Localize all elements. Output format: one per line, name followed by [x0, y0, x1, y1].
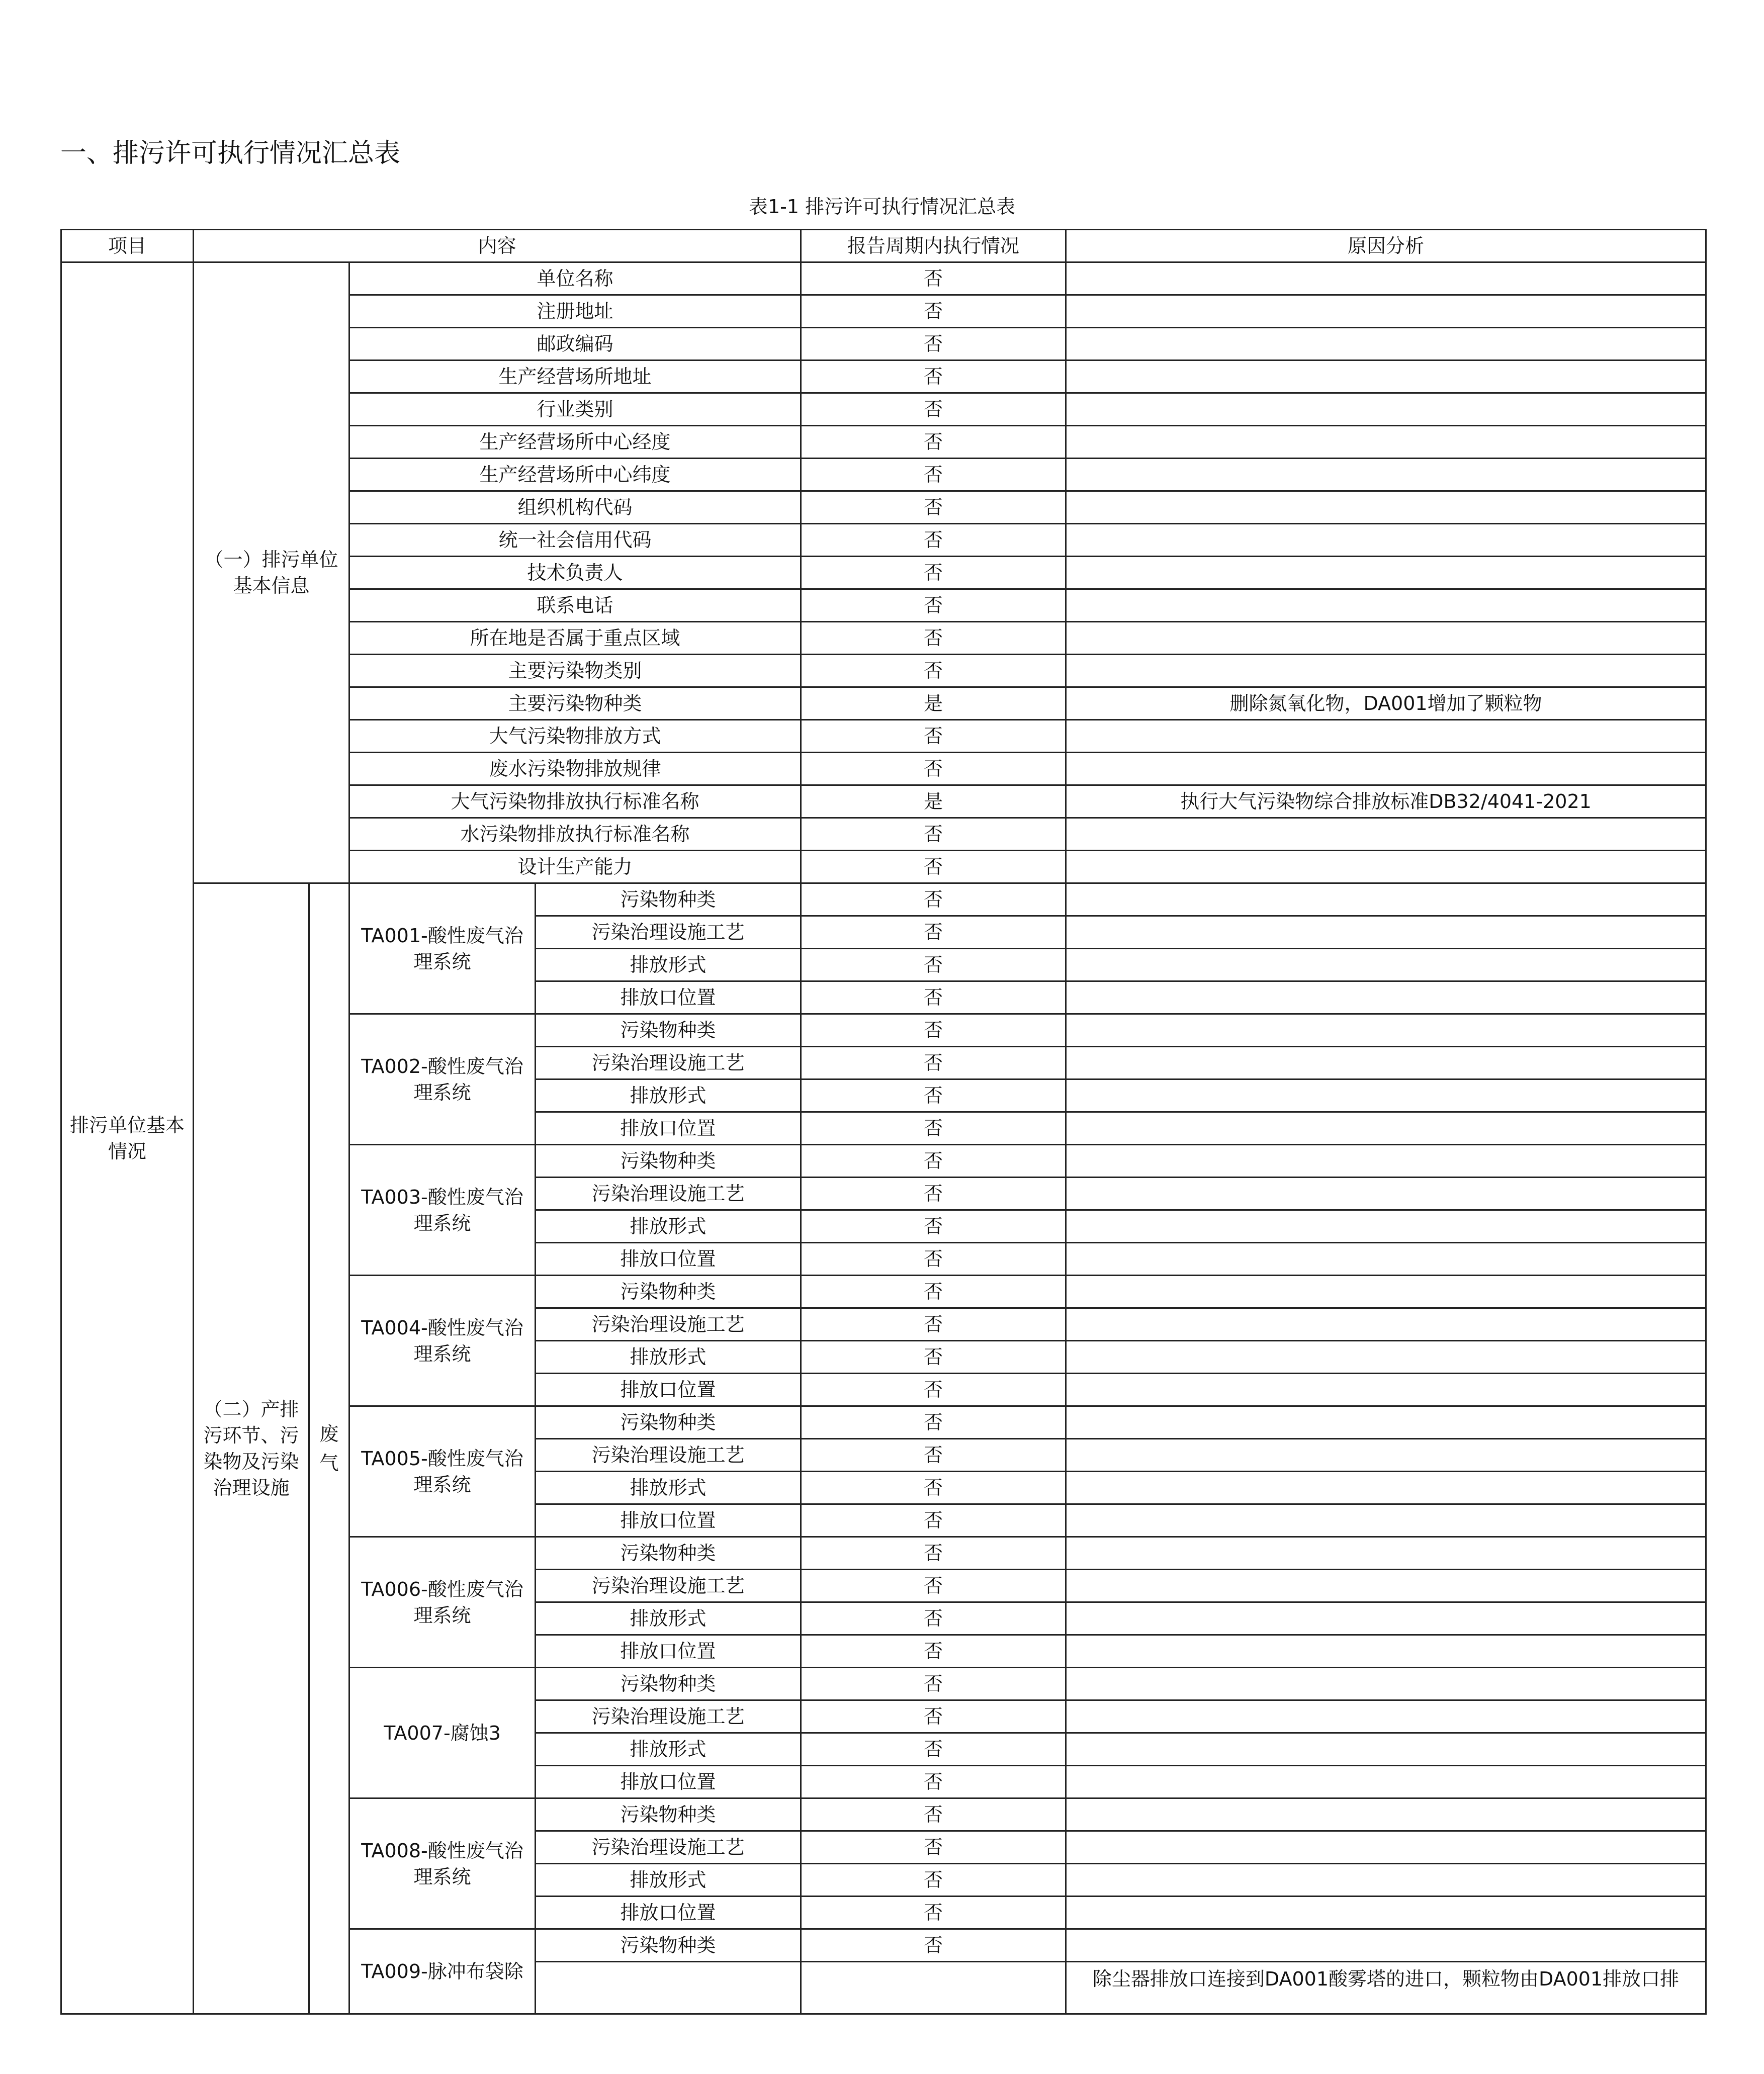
content-item: 行业类别 [349, 393, 801, 426]
content-item: 排放口位置 [536, 1112, 801, 1145]
reason-cell [1066, 1276, 1706, 1308]
content-item: 排放形式 [536, 1864, 801, 1897]
reason-cell [1066, 1668, 1706, 1700]
content-item: 生产经营场所地址 [349, 360, 801, 393]
reason-cell [1066, 1210, 1706, 1243]
status-cell: 否 [801, 360, 1066, 393]
status-cell: 否 [801, 491, 1066, 524]
reason-cell [1066, 1145, 1706, 1178]
section-label: 排污单位基本情况 [61, 262, 194, 2014]
content-item: 单位名称 [349, 262, 801, 295]
status-cell: 否 [801, 1668, 1066, 1700]
reason-cell [1066, 1733, 1706, 1766]
content-item: 污染物种类 [536, 883, 801, 916]
system-label: TA007-腐蚀3 [349, 1668, 536, 1798]
reason-cell [1066, 1831, 1706, 1864]
content-item: 注册地址 [349, 295, 801, 328]
status-cell: 否 [801, 1047, 1066, 1079]
content-item: 污染物种类 [536, 1929, 801, 1962]
content-item: 污染物种类 [536, 1014, 801, 1047]
reason-cell [1066, 1766, 1706, 1798]
reason-cell [1066, 1047, 1706, 1079]
system-label: TA002-酸性废气治理系统 [349, 1014, 536, 1145]
reason-cell [1066, 491, 1706, 524]
content-item: 大气污染物排放方式 [349, 720, 801, 753]
content-item: 排放口位置 [536, 1766, 801, 1798]
header-status: 报告周期内执行情况 [801, 230, 1066, 262]
reason-cell [1066, 1079, 1706, 1112]
status-cell: 是 [801, 785, 1066, 818]
content-item: 统一社会信用代码 [349, 524, 801, 557]
status-cell: 否 [801, 1145, 1066, 1178]
header-item: 项目 [61, 230, 194, 262]
content-item: 污染治理设施工艺 [536, 1700, 801, 1733]
reason-cell [1066, 1374, 1706, 1406]
reason-cell [1066, 557, 1706, 589]
subgroup-label: 废气 [309, 883, 349, 2014]
system-label: TA003-酸性废气治理系统 [349, 1145, 536, 1276]
reason-cell [1066, 393, 1706, 426]
content-item: 联系电话 [349, 589, 801, 622]
status-cell: 否 [801, 295, 1066, 328]
status-cell: 否 [801, 753, 1066, 785]
content-item: 大气污染物排放执行标准名称 [349, 785, 801, 818]
status-cell: 否 [801, 1341, 1066, 1374]
table-caption: 表1-1 排污许可执行情况汇总表 [748, 196, 1016, 218]
status-cell: 否 [801, 1864, 1066, 1897]
group-label: （一）排污单位基本信息 [194, 262, 349, 883]
reason-cell [1066, 851, 1706, 883]
reason-cell [1066, 1798, 1706, 1831]
content-item: 设计生产能力 [349, 851, 801, 883]
content-item: 排放形式 [536, 1079, 801, 1112]
reason-cell [1066, 818, 1706, 851]
status-cell: 否 [801, 1504, 1066, 1537]
header-reason: 原因分析 [1066, 230, 1706, 262]
content-item: 污染物种类 [536, 1537, 801, 1570]
status-cell: 否 [801, 720, 1066, 753]
status-cell: 是 [801, 687, 1066, 720]
reason-cell [1066, 753, 1706, 785]
status-cell: 否 [801, 1243, 1066, 1276]
content-item: 水污染物排放执行标准名称 [349, 818, 801, 851]
reason-cell [1066, 1602, 1706, 1635]
reason-cell [1066, 655, 1706, 687]
table-header-row [61, 230, 1706, 262]
content-item: 技术负责人 [349, 557, 801, 589]
reason-cell [1066, 981, 1706, 1014]
reason-cell [1066, 328, 1706, 360]
status-cell: 否 [801, 883, 1066, 916]
content-item: 排放口位置 [536, 981, 801, 1014]
status-cell: 否 [801, 459, 1066, 491]
status-cell: 否 [801, 1733, 1066, 1766]
content-item: 主要污染物类别 [349, 655, 801, 687]
reason-cell: 执行大气污染物综合排放标准DB32/4041-2021 [1066, 785, 1706, 818]
status-cell: 否 [801, 1929, 1066, 1962]
table-row [61, 262, 1706, 295]
reason-cell [1066, 1570, 1706, 1602]
reason-cell [1066, 1406, 1706, 1439]
system-label: TA008-酸性废气治理系统 [349, 1798, 536, 1929]
content-item: 污染物种类 [536, 1276, 801, 1308]
reason-cell [1066, 916, 1706, 949]
status-cell: 否 [801, 589, 1066, 622]
content-item: 排放口位置 [536, 1374, 801, 1406]
content-item: 排放口位置 [536, 1243, 801, 1276]
status-cell: 否 [801, 622, 1066, 655]
reason-cell [1066, 459, 1706, 491]
reason-cell [1066, 1308, 1706, 1341]
content-item: 生产经营场所中心纬度 [349, 459, 801, 491]
content-item: 污染治理设施工艺 [536, 916, 801, 949]
content-item: 污染治理设施工艺 [536, 1570, 801, 1602]
content-item: 主要污染物种类 [349, 687, 801, 720]
system-label: TA009-脉冲布袋除 [349, 1929, 536, 2014]
status-cell: 否 [801, 1210, 1066, 1243]
reason-cell [1066, 524, 1706, 557]
reason-cell [1066, 262, 1706, 295]
content-item: 污染物种类 [536, 1798, 801, 1831]
system-label: TA004-酸性废气治理系统 [349, 1276, 536, 1406]
status-cell: 否 [801, 1766, 1066, 1798]
status-cell: 否 [801, 557, 1066, 589]
status-cell: 否 [801, 818, 1066, 851]
status-cell: 否 [801, 1472, 1066, 1504]
status-cell: 否 [801, 1406, 1066, 1439]
content-item: 所在地是否属于重点区域 [349, 622, 801, 655]
reason-cell [1066, 1439, 1706, 1472]
content-item: 污染物种类 [536, 1406, 801, 1439]
reason-cell [1066, 883, 1706, 916]
reason-cell [1066, 1864, 1706, 1897]
reason-cell [1066, 1472, 1706, 1504]
reason-cell [1066, 1635, 1706, 1668]
reason-cell [1066, 949, 1706, 981]
status-cell: 否 [801, 981, 1066, 1014]
content-item [536, 1962, 801, 2014]
content-item: 排放口位置 [536, 1504, 801, 1537]
status-cell: 否 [801, 1602, 1066, 1635]
status-cell: 否 [801, 655, 1066, 687]
status-cell: 否 [801, 1635, 1066, 1668]
header-content: 内容 [194, 230, 801, 262]
reason-cell [1066, 1700, 1706, 1733]
status-cell: 否 [801, 949, 1066, 981]
status-cell [801, 1962, 1066, 2014]
reason-cell [1066, 589, 1706, 622]
status-cell: 否 [801, 328, 1066, 360]
status-cell: 否 [801, 393, 1066, 426]
status-cell: 否 [801, 262, 1066, 295]
reason-cell [1066, 1537, 1706, 1570]
content-item: 组织机构代码 [349, 491, 801, 524]
status-cell: 否 [801, 851, 1066, 883]
reason-cell [1066, 1112, 1706, 1145]
status-cell: 否 [801, 1178, 1066, 1210]
content-item: 排放形式 [536, 949, 801, 981]
reason-cell [1066, 1897, 1706, 1929]
content-item: 污染治理设施工艺 [536, 1439, 801, 1472]
status-cell: 否 [801, 1439, 1066, 1472]
reason-cell [1066, 1504, 1706, 1537]
status-cell: 否 [801, 1831, 1066, 1864]
permit-summary-table [60, 229, 1707, 2015]
status-cell: 否 [801, 524, 1066, 557]
reason-cell [1066, 1014, 1706, 1047]
content-item: 污染治理设施工艺 [536, 1308, 801, 1341]
content-item: 排放形式 [536, 1472, 801, 1504]
reason-cell [1066, 622, 1706, 655]
page-heading: 一、排污许可执行情况汇总表 [60, 138, 401, 168]
system-label: TA005-酸性废气治理系统 [349, 1406, 536, 1537]
content-item: 废水污染物排放规律 [349, 753, 801, 785]
reason-cell [1066, 1243, 1706, 1276]
content-item: 污染治理设施工艺 [536, 1178, 801, 1210]
status-cell: 否 [801, 1079, 1066, 1112]
status-cell: 否 [801, 1537, 1066, 1570]
status-cell: 否 [801, 1112, 1066, 1145]
reason-cell [1066, 720, 1706, 753]
content-item: 污染治理设施工艺 [536, 1831, 801, 1864]
status-cell: 否 [801, 426, 1066, 459]
reason-cell: 删除氮氧化物，DA001增加了颗粒物 [1066, 687, 1706, 720]
reason-cell [1066, 295, 1706, 328]
status-cell: 否 [801, 1700, 1066, 1733]
content-item: 污染物种类 [536, 1145, 801, 1178]
status-cell: 否 [801, 1374, 1066, 1406]
status-cell: 否 [801, 1798, 1066, 1831]
status-cell: 否 [801, 1308, 1066, 1341]
content-item: 污染治理设施工艺 [536, 1047, 801, 1079]
reason-cell [1066, 1178, 1706, 1210]
content-item: 生产经营场所中心经度 [349, 426, 801, 459]
content-item: 排放形式 [536, 1341, 801, 1374]
reason-cell: 除尘器排放口连接到DA001酸雾塔的进口，颗粒物由DA001排放口排 [1066, 1962, 1706, 2014]
status-cell: 否 [801, 916, 1066, 949]
content-item: 排放口位置 [536, 1635, 801, 1668]
content-item: 污染物种类 [536, 1668, 801, 1700]
content-item: 排放形式 [536, 1733, 801, 1766]
reason-cell [1066, 360, 1706, 393]
status-cell: 否 [801, 1570, 1066, 1602]
status-cell: 否 [801, 1276, 1066, 1308]
content-item: 邮政编码 [349, 328, 801, 360]
system-label: TA006-酸性废气治理系统 [349, 1537, 536, 1668]
reason-cell [1066, 1341, 1706, 1374]
table-row [61, 883, 1706, 916]
system-label: TA001-酸性废气治理系统 [349, 883, 536, 1014]
reason-cell [1066, 426, 1706, 459]
reason-cell [1066, 1929, 1706, 1962]
content-item: 排放口位置 [536, 1897, 801, 1929]
content-item: 排放形式 [536, 1602, 801, 1635]
group-label: （二）产排污环节、污染物及污染治理设施 [194, 883, 309, 2014]
content-item: 排放形式 [536, 1210, 801, 1243]
status-cell: 否 [801, 1897, 1066, 1929]
status-cell: 否 [801, 1014, 1066, 1047]
